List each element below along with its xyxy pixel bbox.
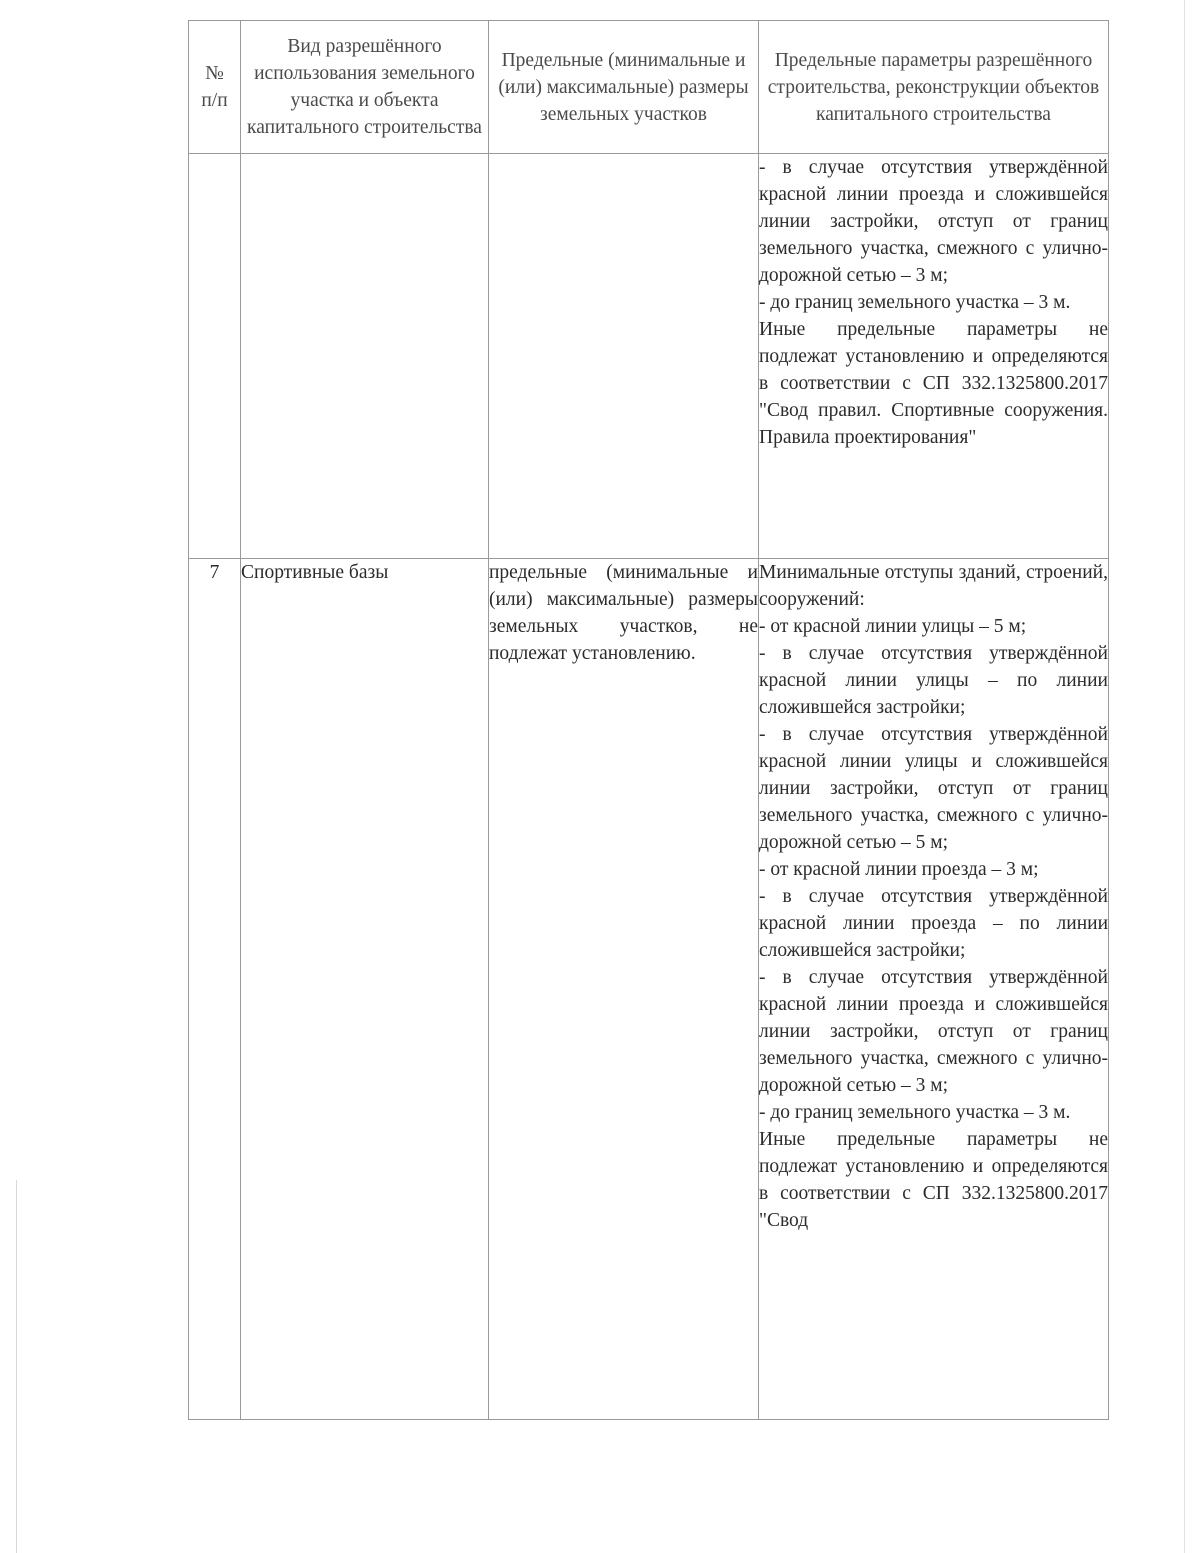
header-plot-size-limits: Предельные (минимальные и (или) максимальные) размеры земельных участков — [489, 21, 759, 154]
cell-parameters — [759, 154, 1109, 559]
param-line: Иные предельные параметры не подлежат установлению и определяются в соответствии с СП 332.1325800.2017 "Свод — [759, 1129, 1108, 1231]
param-line: - в случае отсутствия утверждённой красной линии проезда и сложившейся линии застройки, отступ от границ земельного участка, смежного с улично-дорожной сетью – 3 м; — [759, 157, 1108, 286]
cell-empty — [189, 154, 241, 559]
param-line: - в случае отсутствия утверждённой красной линии улицы и сложившейся линии застройки, отступ от границ земельного участка, смежного с улично-дорожной сетью – 5 м; — [759, 724, 1108, 853]
header-construction-parameters: Предельные параметры разрешённого строительства, реконструкции объектов капитального строительства — [759, 21, 1109, 154]
param-line: - в случае отсутствия утверждённой красной линии улицы – по линии сложившейся застройки; — [759, 643, 1108, 718]
cell-parameters — [759, 559, 1109, 1420]
table-row — [189, 559, 1109, 1420]
param-line: - до границ земельного участка – 3 м. — [759, 292, 1071, 313]
table-header-row — [189, 21, 1109, 154]
param-line: - в случае отсутствия утверждённой красной линии проезда – по линии сложившейся застройки; — [759, 886, 1108, 961]
param-line: Иные предельные параметры не подлежат установлению и определяются в соответствии с СП 332.1325800.2017 "Свод правил. Спортивные сооружения. Правила проектирования" — [759, 319, 1108, 448]
table-row-continued — [189, 154, 1109, 559]
param-line: - в случае отсутствия утверждённой красной линии проезда и сложившейся линии застройки, отступ от границ земельного участка, смежного с улично-дорожной сетью – 3 м; — [759, 967, 1108, 1096]
cell-number: 7 — [189, 559, 241, 1420]
param-line: - от красной линии улицы – 5 м; — [759, 616, 1027, 637]
land-use-parameters-table — [188, 20, 1109, 1420]
cell-empty — [241, 154, 489, 559]
scan-edge-left — [16, 1180, 17, 1553]
param-line: - от красной линии проезда – 3 м; — [759, 859, 1039, 880]
header-kind-of-use: Вид разрешённого использования земельного участка и объекта капитального строительства — [241, 21, 489, 154]
cell-plot-size-limits: предельные (минимальные и (или) максимальные) размеры земельных участков, не подлежат установлению. — [489, 559, 759, 1420]
cell-empty — [489, 154, 759, 559]
param-line: - до границ земельного участка – 3 м. — [759, 1102, 1071, 1123]
param-line: Минимальные отступы зданий, строений, сооружений: — [759, 562, 1108, 610]
header-number: № п/п — [189, 21, 241, 154]
cell-kind-of-use: Спортивные базы — [241, 559, 489, 1420]
scan-edge-right — [1184, 0, 1185, 1553]
